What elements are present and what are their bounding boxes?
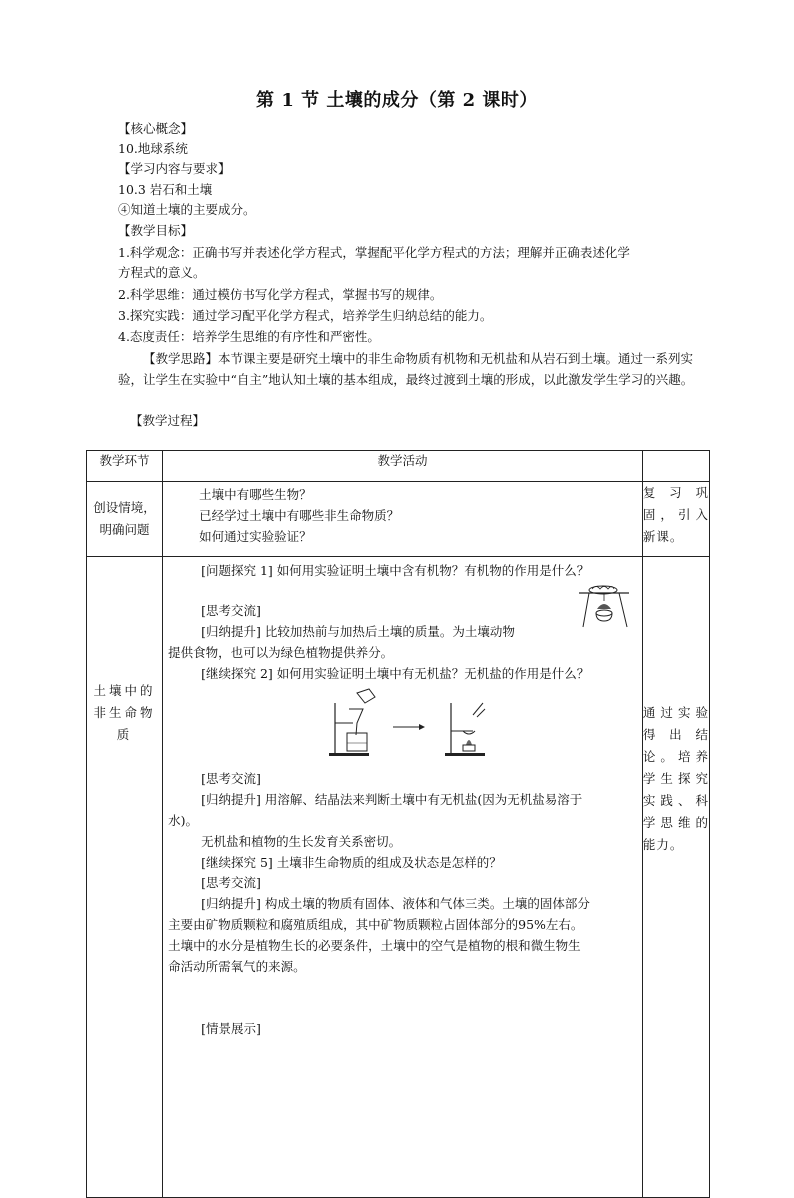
content-item-1: 10.3 岩石和土壤 <box>118 182 213 197</box>
activity-line: [归纳提升] 构成土壤的物质有固体、液体和气体三类。土壤的固体部分 <box>201 896 590 911</box>
activity-line: 提供食物，也可以为绿色植物提供养分。 <box>168 645 394 660</box>
process-table <box>86 450 710 1198</box>
table-row <box>87 557 710 1198</box>
core-concept-label: 【核心概念】 <box>118 121 194 136</box>
goal-4: 4.态度责任：培养学生思维的有序性和严密性。 <box>118 329 380 344</box>
activity-line: 命活动所需氧气的来源。 <box>168 959 306 974</box>
activity-line: [情景展示] <box>201 1021 261 1036</box>
goal-3: 3.探究实践：通过学习配平化学方程式，培养学生归纳总结的能力。 <box>118 308 493 323</box>
page-title: 第 1 节 土壤的成分（第 2 课时） <box>256 90 538 111</box>
activity-line: [问题探究 1] 如何用实验证明土壤中含有机物？有机物的作用是什么？ <box>201 563 590 578</box>
teaching-idea <box>118 348 700 390</box>
header-stage: 教学环节 <box>87 451 163 482</box>
activity-line: [思考交流] <box>201 603 261 618</box>
stage-cell: 创设情境，明确问题 <box>87 482 163 557</box>
activity-line: 水)。 <box>168 813 198 828</box>
activity-line: 已经学过土壤中有哪些非生命物质？ <box>199 508 400 523</box>
goal-2: 2.科学思维：通过模仿书写化学方程式，掌握书写的规律。 <box>118 287 443 302</box>
note-cell: 复习巩固，引入新课。 <box>642 482 709 557</box>
stage-cell: 土壤中的非生命物质 <box>87 557 163 1198</box>
activity-line: [继续探究 2] 如何用实验证明土壤中有无机盐？无机盐的作用是什么？ <box>201 666 590 681</box>
content-label: 【学习内容与要求】 <box>118 161 231 176</box>
activity-cell <box>163 557 643 1198</box>
goal-1b: 方程式的意义。 <box>118 265 206 280</box>
table-row <box>87 482 710 557</box>
goals-label: 【教学目标】 <box>118 223 194 238</box>
activity-line: 土壤中有哪些生物？ <box>199 487 312 502</box>
filtration-evaporation-apparatus-illustration <box>323 687 493 759</box>
core-concept: 10.地球系统 <box>118 141 188 156</box>
table-header-row <box>87 451 710 482</box>
activity-line: 土壤中的水分是植物生长的必要条件，土壤中的空气是植物的根和微生物生 <box>168 938 581 953</box>
content-item-2: ④知道土壤的主要成分。 <box>118 202 256 217</box>
activity-cell <box>163 482 643 557</box>
activity-line: [归纳提升] 用溶解、结晶法来判断土壤中有无机盐(因为无机盐易溶于 <box>201 792 583 807</box>
note-cell: 通过实验得出结论。培养学生探究实践、科学思维的能力。 <box>642 557 709 1198</box>
activity-line: 无机盐和植物的生长发育关系密切。 <box>201 834 402 849</box>
idea-label: 【教学思路】 <box>143 351 219 366</box>
idea-text: 本节课主要是研究土壤中的非生命物质有机物和无机盐和从岩石到土壤。通过一系列实验，让学生在实验中“自主”地认知土壤的基本组成，最终过渡到土壤的形成，以此激发学生学习的兴趣。 <box>118 351 694 387</box>
header-note <box>642 451 709 482</box>
header-activity: 教学活动 <box>163 451 643 482</box>
activity-line: [思考交流] <box>201 875 261 890</box>
activity-line: [思考交流] <box>201 771 261 786</box>
activity-line: [继续探究 5] 土壤非生命物质的组成及状态是怎样的？ <box>201 855 502 870</box>
activity-line: [归纳提升] 比较加热前与加热后土壤的质量。为土壤动物 <box>201 624 515 639</box>
goal-1a: 1.科学观念：正确书写并表述化学方程式，掌握配平化学方程式的方法；理解并正确表述化学 <box>118 245 630 260</box>
activity-line: 主要由矿物质颗粒和腐殖质组成，其中矿物质颗粒占固体部分的95%左右。 <box>168 917 584 932</box>
activity-line: 如何通过实验验证？ <box>199 529 312 544</box>
process-label: 【教学过程】 <box>130 413 206 428</box>
heating-soil-apparatus-illustration <box>575 579 633 631</box>
